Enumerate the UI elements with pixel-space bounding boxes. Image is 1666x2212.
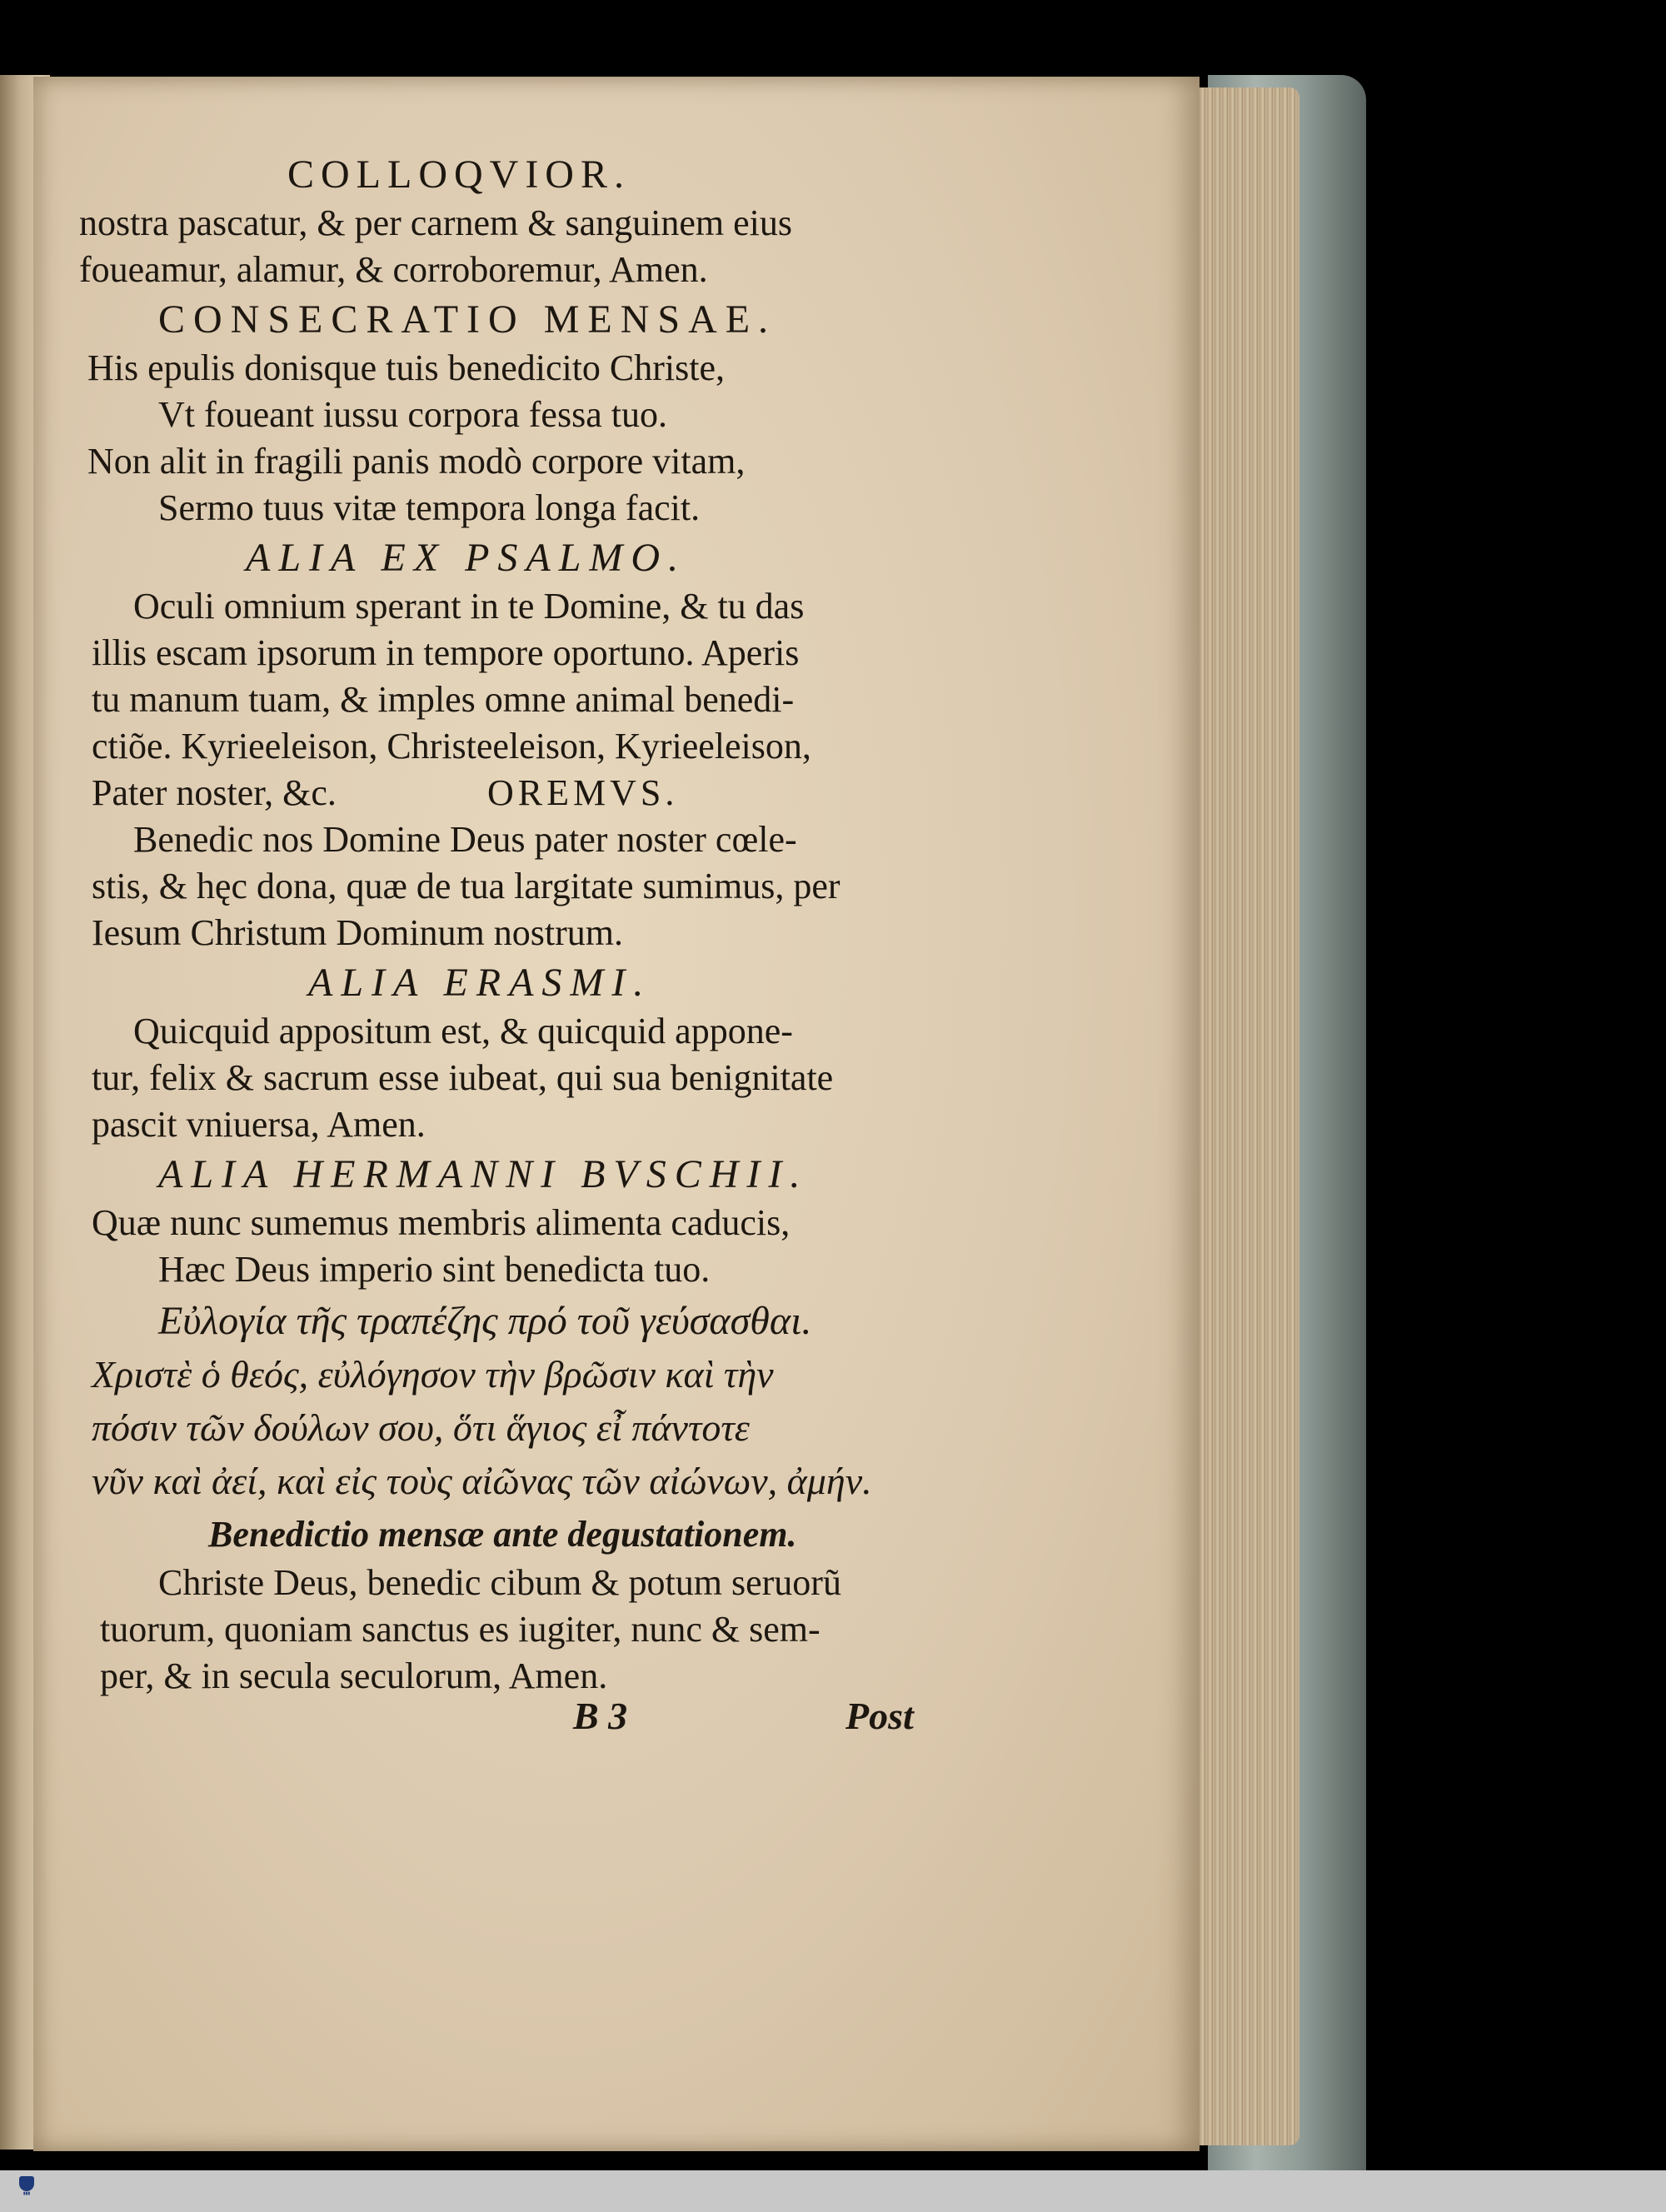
library-logo-icon: ▮▮▮ xyxy=(12,2176,42,2206)
text-line: Vt foueant iussu corpora fessa tuo. xyxy=(158,394,667,435)
text-line: Christe Deus, benedic cibum & potum seruorũ xyxy=(158,1562,841,1603)
text-line: Quicquid appositum est, & quicquid appone- xyxy=(133,1011,793,1051)
book-page xyxy=(33,77,1200,2151)
text-line: foueamur, alamur, & corroboremur, Amen. xyxy=(79,249,708,290)
text-line: His epulis donisque tuis benedicito Christe, xyxy=(87,347,726,388)
text-line: Hæc Deus imperio sint benedicta tuo. xyxy=(158,1249,711,1290)
text-line: Iesum Christum Dominum nostrum. xyxy=(92,912,623,953)
greek-line: νῦν καὶ ἀεί, καὶ εἰς τοὺς αἰῶνας τῶν αἰώνων, ἀμήν. xyxy=(92,1460,872,1502)
page-edges xyxy=(1183,87,1299,2145)
heading-consecratio: CONSECRATIO MENSAE. xyxy=(158,297,777,342)
running-head: COLLOQVIOR. xyxy=(287,152,631,197)
heading-alia-hermanni: ALIA HERMANNI BVSCHII. xyxy=(158,1152,809,1196)
text-line: tu manum tuam, & imples omne animal benedi- xyxy=(92,679,795,720)
text-line: Benedic nos Domine Deus pater noster cœle- xyxy=(133,819,797,860)
text-line: Pater noster, &c. xyxy=(92,772,337,813)
heading-alia-erasmi: ALIA ERASMI. xyxy=(308,961,652,1005)
footer-bar xyxy=(0,2170,1666,2212)
text-line: tur, felix & sacrum esse iubeat, qui sua benignitate xyxy=(92,1057,834,1098)
text-line: Quæ nunc sumemus membris alimenta caducis, xyxy=(92,1202,791,1243)
text-line: ctiõe. Kyrieeleison, Christeeleison, Kyrieeleison, xyxy=(92,726,811,766)
page-text xyxy=(33,77,1200,2151)
greek-line: πόσιν τῶν δούλων σου, ὅτι ἅγιος εἶ πάντοτε xyxy=(92,1406,750,1449)
text-line: illis escam ipsorum in tempore oportuno. Aperis xyxy=(92,632,800,673)
text-line: nostra pascatur, & per carnem & sanguinem eius xyxy=(79,202,792,243)
text-line: per, & in secula seculorum, Amen. xyxy=(100,1655,608,1696)
catchword: Post xyxy=(845,1695,914,1737)
heading-benedictio: Benedictio mensæ ante degustationem. xyxy=(208,1514,797,1555)
text-line: tuorum, quoniam sanctus es iugiter, nunc & sem- xyxy=(100,1609,821,1650)
text-line: Non alit in fragili panis modò corpore vitam, xyxy=(87,441,746,482)
heading-alia-ex-psalmo: ALIA EX PSALMO. xyxy=(246,536,687,580)
text-line: Oculi omnium sperant in te Domine, & tu das xyxy=(133,586,805,627)
greek-heading: Εὐλογία τῆς τραπέζης πρό τοῦ γεύσασθαι. xyxy=(158,1299,812,1343)
text-line: pascit vniuersa, Amen. xyxy=(92,1104,426,1145)
heading-oremus: OREMVS. xyxy=(487,772,679,813)
text-line: stis, & hęc dona, quæ de tua largitate sumimus, per xyxy=(92,866,840,906)
greek-line: Χριστὲ ὁ θεός, εὐλόγησον τὴν βρῶσιν καὶ τὴν xyxy=(92,1353,774,1396)
text-line: Sermo tuus vitæ tempora longa facit. xyxy=(158,487,701,528)
signature-mark: B 3 xyxy=(573,1695,628,1737)
